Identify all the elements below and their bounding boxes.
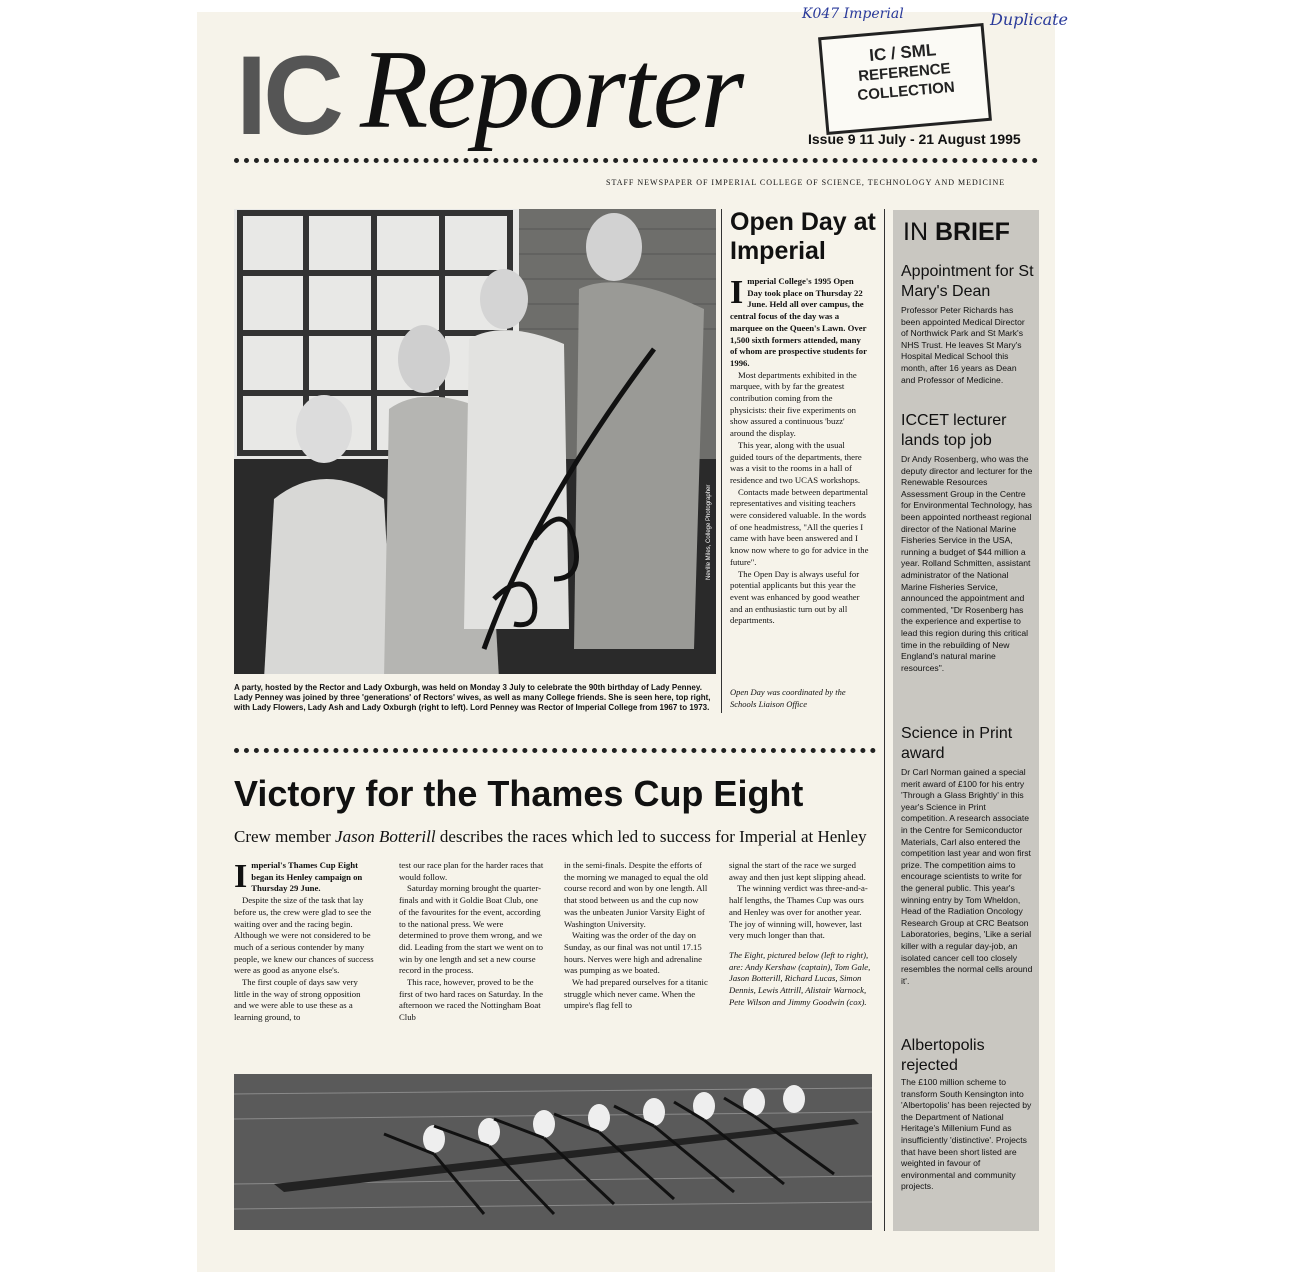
open-day-footnote: Open Day was coordinated by the Schools Liaison Office [730,687,846,709]
photo-credit: Neville Miles, College Photographer [706,484,712,580]
handwritten-reference: K047 Imperial [802,6,904,22]
open-day-paragraph: The Open Day is always useful for potential applicants but this year the event was enhanced by good weather and an enthusiastic turn out by all departments. [730,568,860,626]
open-day-paragraph: Most departments exhibited in the marquee, with by far the greatest contribution coming from the physicists: their five experiments on show assured a continuous 'buzz' around the display. [730,369,857,439]
masthead-subtitle: STAFF NEWSPAPER OF IMPERIAL COLLEGE OF SCIENCE, TECHNOLOGY AND MEDICINE [606,178,1006,187]
open-day-lead: mperial College's 1995 Open Day took place on Thursday 22 June. Held all over campus, the central focus of the day was a marquee on the Queen's Lawn. Over 1,500 sixth formers attended, many of whom are prospective students for 1996. [730,276,867,368]
brief-title: ICCET lecturer lands top job [901,412,1007,449]
in-brief-heading-b: BRIEF [934,218,1010,246]
open-day-dropcap: I [730,274,744,311]
brief-title: Appointment for St Mary's Dean [901,263,1034,300]
rowing-paragraph: This race, however, proved to be the first of two hard races on Saturday. In the afternoon we raced the Nottingham Boat Club [399,977,543,1023]
handwritten-duplicate-note: Duplicate [990,10,1069,29]
rowing-headline: Victory for the Thames Cup Eight [234,773,804,814]
masthead-reporter: Reporter [360,28,743,152]
rowing-paragraph: The winning verdict was three-and-a-half lengths, the Thames Cup was ours and Henley was over for another year. The joy of winning will, however, last very much longer than that. [729,883,868,941]
rowing-paragraph: We had prepared ourselves for a titanic struggle which never came. When the umpire's flag fell to [564,977,708,1011]
brief-body: Professor Peter Richards has been appointed Medical Director of Northwick Park and St Mark's NHS Trust. He leaves St Mary's Hospital Medical School this month, after 16 years as Dean and Professor of Medicine. [901,305,1025,385]
brief-title: Science in Print award [901,725,1013,762]
rowing-photo [234,1074,872,1230]
rowing-paragraph: Waiting was the order of the day on Sunday, as our final was not until 17.15 hours. Nerves were high and adrenaline was pumping as we boated. [564,930,702,976]
open-day-paragraph: Contacts made between departmental representatives and visiting teachers were considered valuable. In the words of one headmistress, "All the queries I came with have been answered and I know now where to go for advice in the future". [730,486,869,567]
rowing-paragraph: The first couple of days saw very little in the way of strong opposition and we were able to use these as a learning ground, to [234,977,361,1023]
column-rule [721,209,722,713]
stamp-line-2: REFERENCE [857,60,952,86]
in-brief-rule [884,209,885,1231]
in-brief-heading-a: IN [903,218,935,246]
rowing-paragraph: Saturday morning brought the quarter-finals and with it Goldie Boat Club, one of the favourites for the event, according to the national press. We were determined to prove them wrong, and we did. Leading from the start we went on to win by one length and set a new course record in the process. [399,883,544,976]
rowing-crew-caption: The Eight, pictured below (left to right), are: Andy Kershaw (captain), Tom Gale, Jason Botterill, Richard Lucas, Simon Dennis, Lewis Attrill, Alistair Warnock, Pete Wilson and Jimmy Goodwin (cox). [729,949,871,1007]
standfirst-text: describes the races which led to success for Imperial at Henley [435,827,867,846]
rowing-column-4 [729,860,871,1008]
rowing-lead: mperial's Thames Cup Eight began its Henley campaign on Thursday 29 June. [251,860,363,894]
party-photo [234,209,716,674]
rowing-standfirst [234,827,867,847]
rowing-column-3 [564,860,709,1012]
brief-body: Dr Carl Norman gained a special merit award of £100 for his entry 'Through a Glass Brightly' in this year's Science in Print competition. A research associate in the Centre for Semiconductor Materials, Carl also entered the competition last year and won first prize. The competition aims to encourage scientists to write for the general public. This year's winning entry by Tom Wheldon, Head of the Radiation Oncology Research Group at CRC Beatson Laboratories, begins, 'Like a serial killer with a regular day-job, an isolated cancer cell too closely resembles the normal cells around it'. [901,767,1033,986]
rowing-photo-image [234,1074,872,1230]
party-photo-caption: A party, hosted by the Rector and Lady Oxburgh, was held on Monday 3 July to celebrate the 90th birthday of Lady Penney. Lady Penney was joined by three 'generations' of Rectors' wives, as well as many College friends. She is seen here, top right, with Lady Flowers, Lady Ash and Lady Oxburgh (right to left). Lord Penney was Rector of Imperial College from 1967 to 1973. [234,683,711,712]
party-photo-image [234,209,716,674]
stamp-line-3: COLLECTION [856,78,956,105]
brief-title: Albertopolis rejected [901,1037,985,1074]
stamp-line-1: IC / SML [868,40,937,65]
rowing-paragraph: Despite the size of the task that lay before us, the crew were glad to see the waiting over and the racing begin. Although we were not considered to be much of a serious contender by many people, we knew our chances of success were as good as anyone else's. [234,895,374,976]
brief-body: The £100 million scheme to transform South Kensington into 'Albertopolis' has been rejected by the Department of National Heritage's Millenium Fund as insufficiently 'distinctive'. Projects that have been short listed are weighted in favour of environmental and community projects. [901,1077,1032,1192]
standfirst-author: Jason Botterill [335,827,436,846]
brief-body: Dr Andy Rosenberg, who was the deputy director and lecturer for the Renewable Resources Assessment Group in the Centre for Environmental Technology, has been appointed northeast regional director of the National Marine Fisheries Service in the USA, running a budget of $44 million a year. Rolland Schmitten, assistant administrator of the National Marine Fisheries Service, announced the appointment and commented, "Dr Rosenberg has the experience and expertise to lead this region during this critical time in the rebuilding of New England's natural marine resources". [901,454,1033,673]
reference-collection-stamp [818,23,992,135]
rowing-column-2 [399,860,544,1024]
standfirst-text: Crew member [234,827,336,846]
open-day-headline: Open Day at Imperial [730,208,876,265]
section-dotted-rule [234,748,876,753]
masthead-ic: IC [236,33,340,158]
rowing-paragraph: signal the start of the race we surged away and then just kept slipping ahead. [729,860,866,882]
open-day-article [730,276,870,627]
rowing-paragraph: test our race plan for the harder races that would follow. [399,860,544,882]
rowing-paragraph: in the semi-finals. Despite the efforts of the morning we managed to equal the old course record and won by one length. All that stood between us and the cup now was the unbeaten Junior Varsity Eight of Washington University. [564,860,709,929]
masthead-dotted-rule [234,158,1038,163]
issue-date: Issue 9 11 July - 21 August 1995 [808,131,1021,147]
rowing-dropcap: I [234,858,248,895]
rowing-column-1 [234,860,374,1024]
in-brief-heading [903,218,1010,247]
open-day-paragraph: This year, along with the usual guided tours of the departments, there was a visit to the rooms in a hall of residence and two UCAS workshops. [730,439,862,485]
